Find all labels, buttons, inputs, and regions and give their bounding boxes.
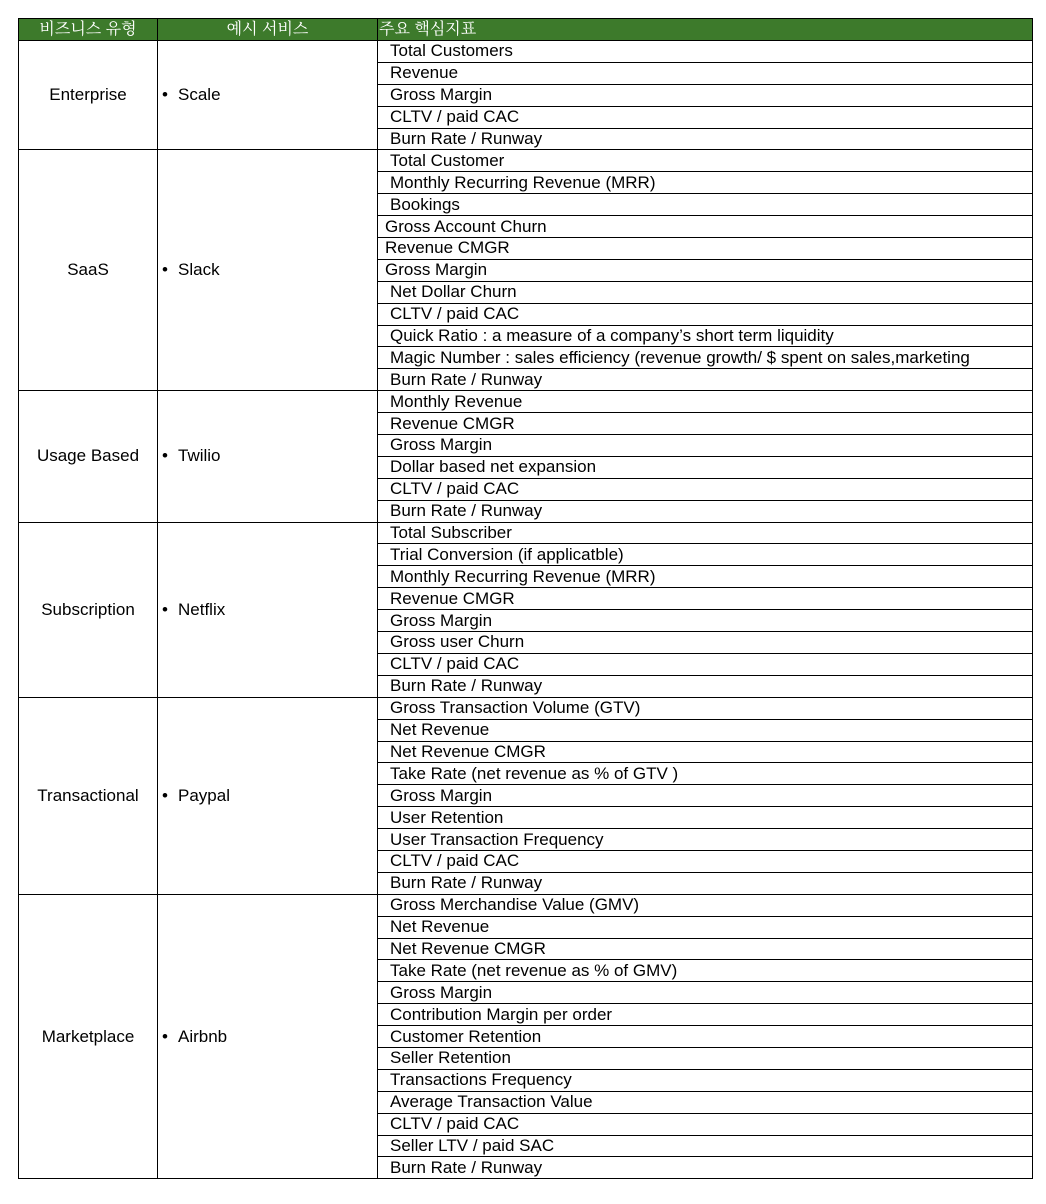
service-name: Twilio <box>178 446 221 466</box>
metric-cell: CLTV / paid CAC <box>378 850 1033 872</box>
metric-cell: Gross Merchandise Value (GMV) <box>378 894 1033 916</box>
business-type-cell: Transactional <box>19 697 158 894</box>
header-key-metrics: 주요 핵심지표 <box>378 19 1033 41</box>
bullet-icon: • <box>162 260 168 280</box>
table-row <box>19 697 1033 719</box>
metric-cell: Burn Rate / Runway <box>378 1157 1033 1179</box>
business-type-cell: SaaS <box>19 150 158 391</box>
header-example-service: 예시 서비스 <box>158 19 378 41</box>
metric-cell: Burn Rate / Runway <box>378 500 1033 522</box>
metric-cell: Take Rate (net revenue as % of GTV ) <box>378 763 1033 785</box>
example-service-cell <box>158 894 378 1179</box>
metric-cell: Gross Margin <box>378 785 1033 807</box>
business-type-cell: Subscription <box>19 522 158 697</box>
metric-cell: Bookings <box>378 194 1033 216</box>
example-service-cell <box>158 391 378 522</box>
metric-cell: Customer Retention <box>378 1026 1033 1048</box>
service-name: Netflix <box>178 599 226 619</box>
business-type-cell: Usage Based <box>19 391 158 522</box>
metric-cell: Gross Transaction Volume (GTV) <box>378 697 1033 719</box>
metric-cell: Gross Margin <box>378 435 1033 457</box>
metric-cell: Trial Conversion (if applicatble) <box>378 544 1033 566</box>
table-header <box>19 19 1033 41</box>
bullet-icon: • <box>162 85 168 105</box>
metric-cell: Seller Retention <box>378 1047 1033 1069</box>
table-row <box>19 522 1033 544</box>
metric-cell: Total Customer <box>378 150 1033 172</box>
bullet-icon: • <box>162 1026 168 1046</box>
metric-cell: Seller LTV / paid SAC <box>378 1135 1033 1157</box>
metric-cell: Revenue CMGR <box>378 238 1033 260</box>
metric-cell: Average Transaction Value <box>378 1091 1033 1113</box>
example-service-cell <box>158 697 378 894</box>
service-name: Paypal <box>178 785 230 805</box>
bullet-icon: • <box>162 599 168 619</box>
metric-cell: CLTV / paid CAC <box>378 106 1033 128</box>
metric-cell: User Retention <box>378 807 1033 829</box>
service-name: Airbnb <box>178 1026 228 1046</box>
metric-cell: Monthly Revenue <box>378 391 1033 413</box>
service-name: Scale <box>178 85 221 105</box>
metric-cell: Dollar based net expansion <box>378 456 1033 478</box>
metric-cell: CLTV / paid CAC <box>378 1113 1033 1135</box>
metric-cell: Revenue CMGR <box>378 413 1033 435</box>
metric-cell: CLTV / paid CAC <box>378 478 1033 500</box>
metric-cell: Gross Margin <box>378 84 1033 106</box>
example-service-cell <box>158 150 378 391</box>
metric-cell: Net Dollar Churn <box>378 281 1033 303</box>
table-row <box>19 391 1033 413</box>
metric-cell: Gross user Churn <box>378 632 1033 654</box>
bullet-icon: • <box>162 446 168 466</box>
example-service-cell <box>158 41 378 150</box>
metric-cell: Burn Rate / Runway <box>378 675 1033 697</box>
metric-cell: User Transaction Frequency <box>378 829 1033 851</box>
metric-cell: Total Customers <box>378 41 1033 63</box>
metric-cell: Gross Margin <box>378 259 1033 281</box>
metric-cell: Contribution Margin per order <box>378 1004 1033 1026</box>
metric-cell: Net Revenue <box>378 719 1033 741</box>
service-name: Slack <box>178 260 220 280</box>
metric-cell: Revenue <box>378 62 1033 84</box>
metric-cell: Monthly Recurring Revenue (MRR) <box>378 172 1033 194</box>
table-body <box>19 41 1033 1179</box>
header-business-type: 비즈니스 유형 <box>19 19 158 41</box>
bullet-icon: • <box>162 785 168 805</box>
table-row <box>19 894 1033 916</box>
metric-cell: Monthly Recurring Revenue (MRR) <box>378 566 1033 588</box>
header-row <box>19 19 1033 41</box>
table-row <box>19 41 1033 63</box>
metric-cell: Revenue CMGR <box>378 588 1033 610</box>
metric-cell: Magic Number : sales efficiency (revenue growth/ $ spent on sales,marketing <box>378 347 1033 369</box>
metric-cell: CLTV / paid CAC <box>378 653 1033 675</box>
metric-cell: Take Rate (net revenue as % of GMV) <box>378 960 1033 982</box>
kpi-table <box>18 18 1033 1179</box>
business-type-cell: Marketplace <box>19 894 158 1179</box>
metric-cell: Transactions Frequency <box>378 1069 1033 1091</box>
metric-cell: Burn Rate / Runway <box>378 369 1033 391</box>
metric-cell: Gross Margin <box>378 982 1033 1004</box>
metric-cell: Net Revenue CMGR <box>378 938 1033 960</box>
metric-cell: Net Revenue CMGR <box>378 741 1033 763</box>
business-type-cell: Enterprise <box>19 41 158 150</box>
table-row <box>19 150 1033 172</box>
example-service-cell <box>158 522 378 697</box>
metric-cell: CLTV / paid CAC <box>378 303 1033 325</box>
metric-cell: Quick Ratio : a measure of a company’s short term liquidity <box>378 325 1033 347</box>
metric-cell: Net Revenue <box>378 916 1033 938</box>
metric-cell: Burn Rate / Runway <box>378 872 1033 894</box>
metric-cell: Burn Rate / Runway <box>378 128 1033 150</box>
metric-cell: Gross Account Churn <box>378 216 1033 238</box>
metric-cell: Total Subscriber <box>378 522 1033 544</box>
metric-cell: Gross Margin <box>378 610 1033 632</box>
